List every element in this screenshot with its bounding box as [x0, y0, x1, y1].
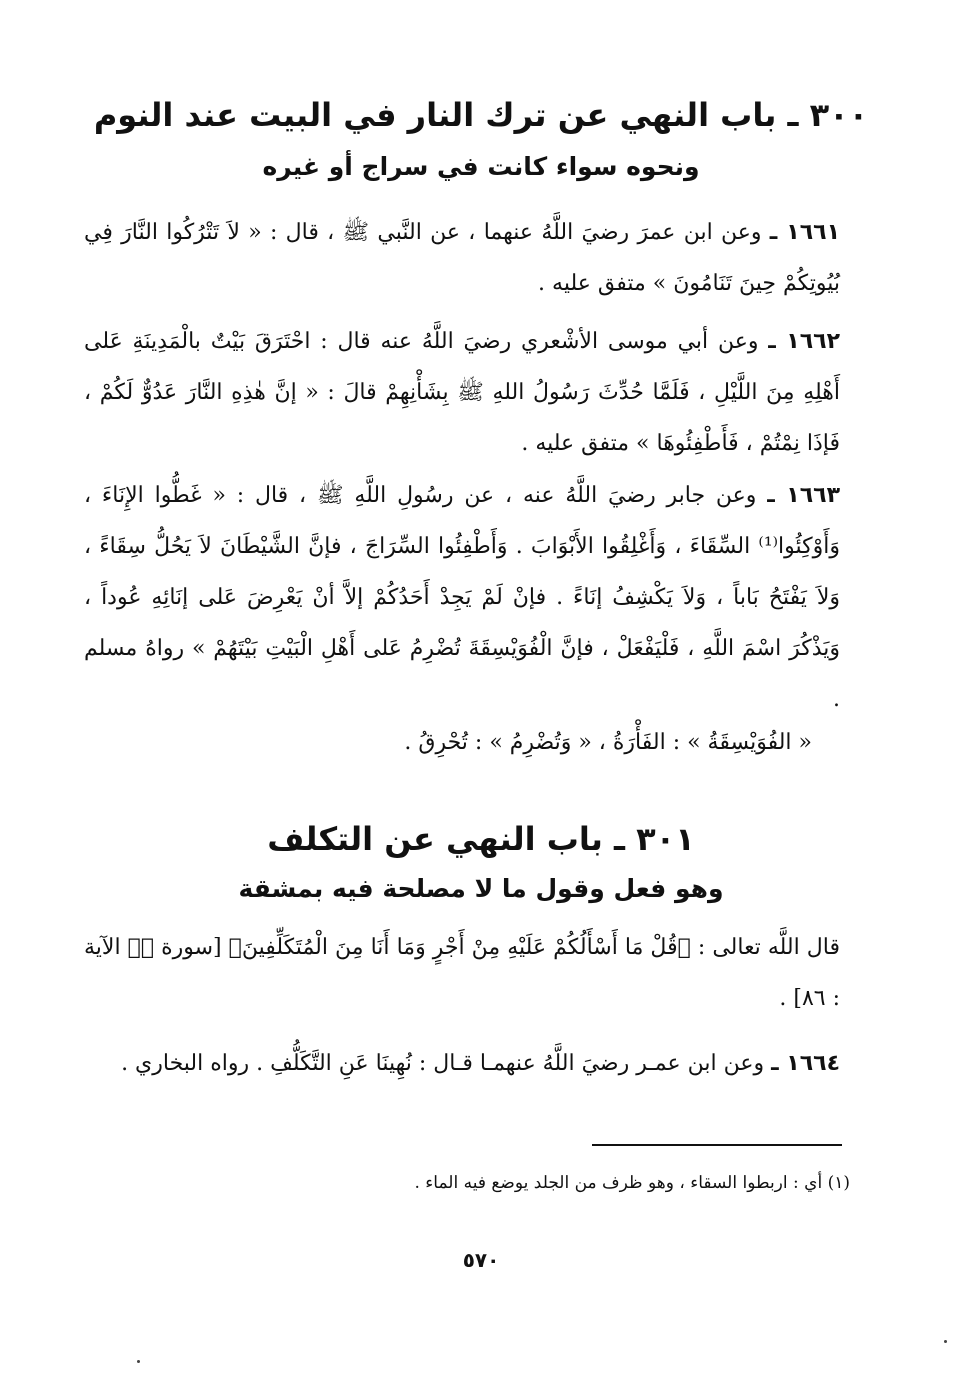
hadith-text: وعن ابن عمرَ رضيَ اللَّهُ عنهما ، عن النَّبي ﷺ ، قال : « لاَ تَتْرُكُوا النَّارَ فِي بُيُوتِكُمْ حِينَ تَنَامُونَ » متفق عليه .: [84, 220, 840, 296]
chapter-301-subtitle: وهو فعل وقول ما لا مصلحة فيه بمشقة: [238, 874, 724, 903]
word-gloss: « الفُوَيْسِقَةُ » : الفَأْرَةُ ، « وَتُضْرِمُ » : تُحْرِقُ .: [404, 730, 812, 755]
hadith-text: وعن ابن عمـر رضيَ اللَّهُ عنهمـا قـال : نُهِينَا عَنِ التَّكَلُّفِ . رواه البخاري .: [121, 1051, 772, 1076]
chapter-300-subtitle: ونحوه سواء كانت في سراج أو غيره: [262, 152, 700, 181]
scan-speck: [944, 1340, 947, 1343]
page-number: ٥٧٠: [462, 1248, 500, 1272]
hadith-number: ١٦٦٣ ـ: [767, 483, 840, 508]
hadith-text: وعن أبي موسى الأشْعري رضيَ اللَّهُ عنه قال : احْتَرَقَ بَيْتٌ بالْمَدِينَةِ عَلى أَهْلِهِ مِنَ اللَّيْلِ ، فَلَمَّا حُدِّثَ رَسُولُ اللهِ ﷺ بِشَأْنِهِمْ قالَ : « إنَّ هٰذِهِ النَّارَ عَدُوٌّ لَكُمْ ، فَإذَا نِمْتُمْ ، فَأَطْفِئُوهَا » متفق عليه .: [84, 329, 840, 456]
chapter-300-title: ٣٠٠ ـ باب النهي عن ترك النار في البيت عند النوم: [93, 96, 869, 134]
hadith-1663: [84, 470, 840, 725]
footnote: (١) أي : اربطوا السقاء ، وهو ظرف من الجلد يوضع فيه الماء .: [414, 1173, 850, 1193]
scan-speck: [137, 1360, 140, 1363]
hadith-number: ١٦٦٢ ـ: [768, 329, 840, 354]
hadith-text: وعن جابر رضيَ اللَّهُ عنه ، عن رسُولِ اللَّهِ ﷺ ، قال : « غَطُّوا الإِنَاءَ ، وَأَوْكِئُوا⁽¹⁾ السِّقَاءَ ، وَأَغْلِقُوا الأَبْوَابَ . وَأَطْفِئُوا السِّرَاجَ ، فإنَّ الشَّيْطَانَ لاَ يَحُلُّ سِقَاءً ، وَلاَ يَفْتَحُ بَاباً ، وَلاَ يَكْشِفُ إنَاءً . فإنْ لَمْ يَجِدْ أَحَدُكُمْ إلاَّ أنْ يَعْرِضَ عَلى إنَائِهِ عُوداً ، وَيَذْكُرَ اسْمَ اللَّهِ ، فَلْيَفْعَلْ ، فإنَّ الْفُوَيْسِقَةَ تُضْرِمُ عَلى أَهْلِ الْبَيْتِ بَيْتَهُمْ » رواهُ مسلم .: [84, 483, 840, 712]
quran-verse: قال اللَّه تعالى : ﴿قُلْ مَا أَسْأَلُكُمْ عَلَيْهِ مِنْ أَجْرٍ وَمَا أَنَا مِنَ الْمُتَكَلِّفِينَ﴾ [سورة صۤ الآية : ٨٦] .: [84, 935, 840, 1011]
hadith-number: ١٦٦١ ـ: [769, 220, 840, 245]
hadith-1662: [84, 316, 840, 469]
footnote-divider: [592, 1144, 842, 1146]
hadith-number: ١٦٦٤ ـ: [771, 1051, 840, 1076]
hadith-1664: [84, 1038, 840, 1089]
chapter-301-title: ٣٠١ ـ باب النهي عن التكلف: [267, 820, 695, 858]
hadith-1661: [84, 207, 840, 309]
